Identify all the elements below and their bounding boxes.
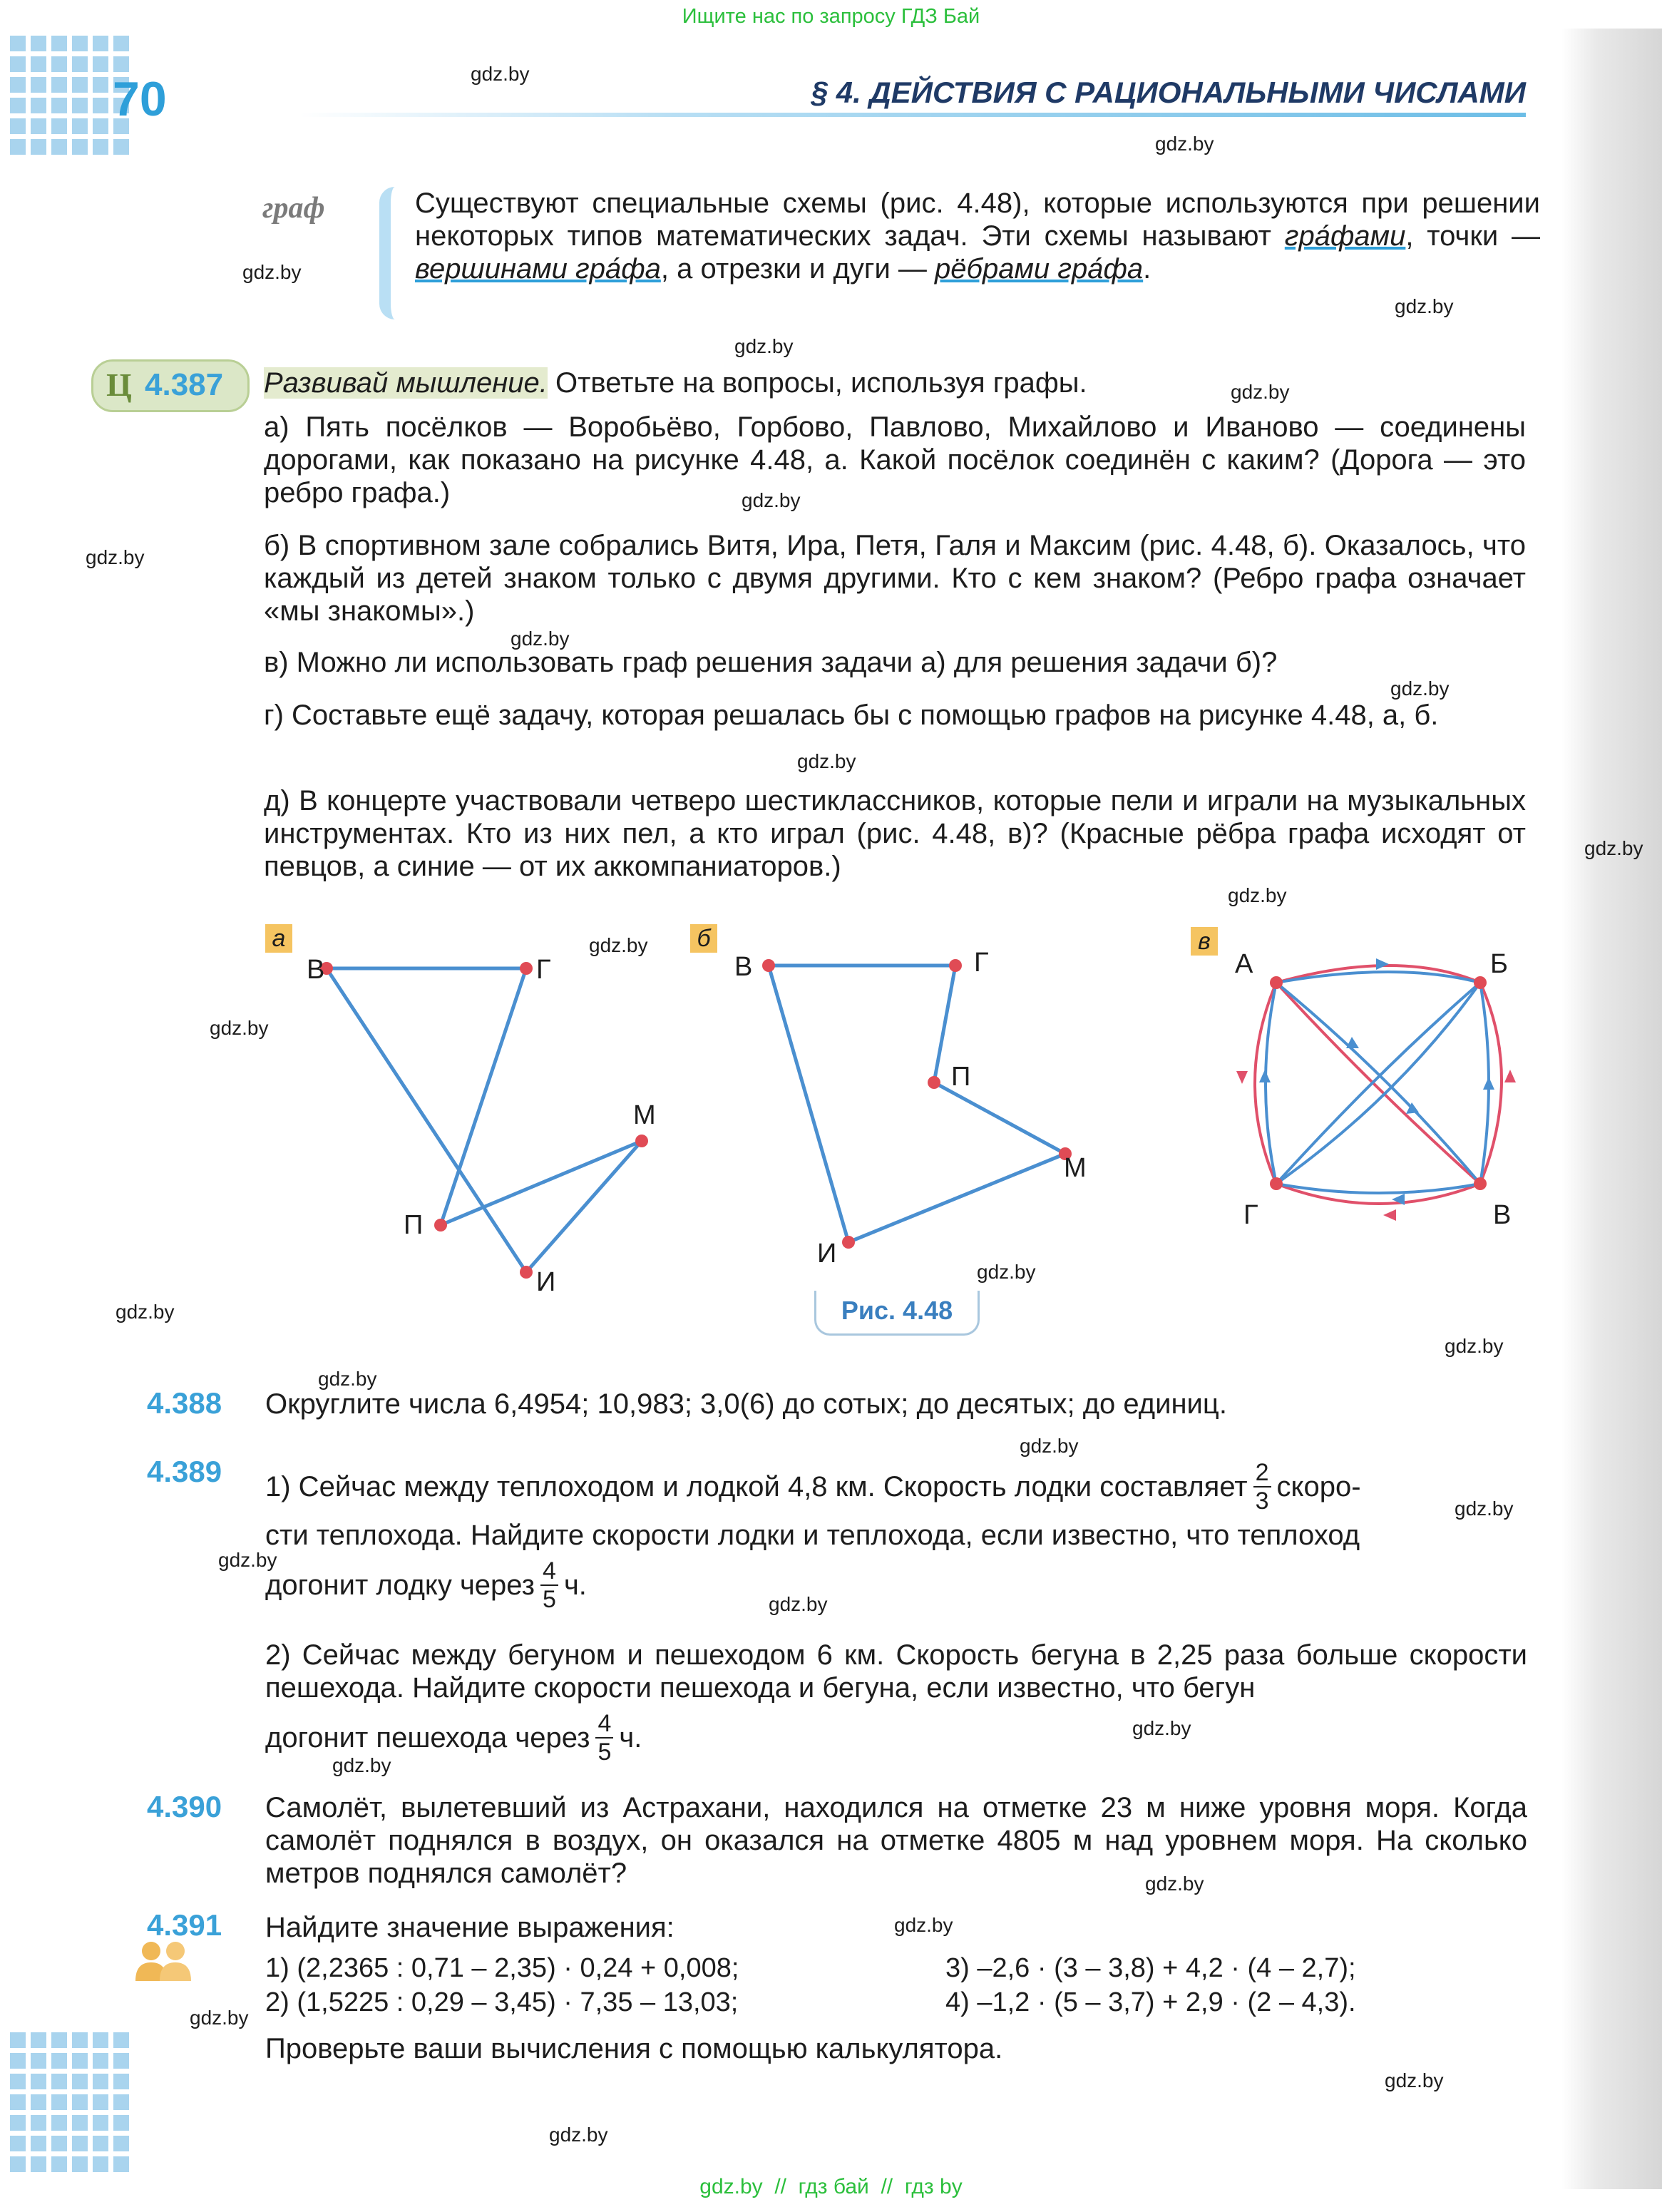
exercise-number: 4.389 [147, 1455, 222, 1488]
text-part: ч. [563, 1570, 587, 1601]
arrow-icon [1376, 958, 1389, 970]
watermark: gdz.by [1155, 133, 1214, 155]
fraction-denominator: 5 [543, 1586, 556, 1613]
arrow-icon [1236, 1071, 1248, 1084]
vertex [520, 962, 533, 975]
ex389-p1-line3 [265, 1557, 1527, 1613]
arrow-icon [1483, 1077, 1494, 1090]
vertex-label: В [734, 952, 753, 982]
vertex-label: Г [1243, 1200, 1258, 1230]
ex391-item-4: 4) –1,2 · (5 – 3,7) + 2,9 · (2 – 4,3). [945, 1987, 1356, 2017]
graph-b-edge [848, 1154, 1065, 1242]
fraction-numerator: 4 [595, 1710, 613, 1739]
def-part: , а отрезки и дуги — [660, 253, 935, 285]
vertex-label: М [1064, 1153, 1087, 1183]
text-part: догонит пешехода через [265, 1722, 590, 1753]
text-part: 1) Сейчас между теплоходом и лодкой 4,8 км. Скорость лодки составляет [265, 1471, 1248, 1502]
ex388-text: Округлите числа 6,4954; 10,983; 3,0(6) до сотых; до десятых; до единиц. [265, 1388, 1227, 1420]
ex389-p1-line2: сти теплохода. Найдите скорости лодки и теплохода, если известно, что теплоход [265, 1520, 1360, 1551]
watermark: gdz.by [1390, 677, 1450, 700]
vertex-label: А [1235, 949, 1253, 979]
vertex [1270, 976, 1283, 989]
ex391-check: Проверьте ваши вычисления с помощью калькулятора. [265, 2033, 1003, 2064]
term-graphs: гра́фами [1284, 220, 1406, 252]
fraction-denominator: 5 [597, 1739, 612, 1766]
graph-a-edge [441, 1141, 642, 1225]
watermark: gdz.by [894, 1914, 953, 1936]
watermark: gdz.by [742, 489, 801, 511]
exercise-number: 4.391 [147, 1908, 222, 1942]
figure-letter-v: в [1191, 927, 1218, 956]
figure-letter-b: б [690, 924, 717, 953]
def-part: Существуют специальные схемы (рис. 4.48), которые используются при решении некоторых типов математических задач. Эти схемы называют [415, 188, 1540, 252]
text-part: ч. [619, 1722, 642, 1753]
fraction [1253, 1459, 1271, 1515]
watermark: gdz.by [210, 1017, 269, 1039]
ex389-p2: 2) Сейчас между бегуном и пешеходом 6 км. Скорость бегуна в 2,25 раза больше скорости пешехода. Найдите скорости пешехода и бегуна, если известно, что бегун [265, 1639, 1527, 1704]
ex387-intro-text: Ответьте на вопросы, используя графы. [547, 367, 1087, 399]
graph-b-edge [934, 1082, 1065, 1154]
graph-b [769, 966, 1065, 1242]
exercise-number: 4.387 [145, 367, 224, 402]
exercise-number: 4.388 [147, 1386, 222, 1420]
def-part: , точки — [1405, 220, 1540, 252]
vertex [520, 1266, 533, 1279]
watermark: gdz.by [332, 1754, 391, 1776]
graph-b-edge [769, 966, 848, 1242]
exercise-number: 4.390 [147, 1790, 222, 1823]
watermark: gdz.by [769, 1593, 828, 1615]
fraction-denominator: 3 [1255, 1488, 1269, 1515]
watermark: gdz.by [1385, 2069, 1444, 2091]
graph-a-edge [327, 968, 526, 1272]
fraction [595, 1710, 613, 1766]
term-vertices: вершинами гра́фа [415, 253, 661, 285]
text-part: скоро- [1276, 1471, 1361, 1502]
page-number: 70 [113, 72, 167, 126]
arrow-icon [1259, 1070, 1271, 1082]
watermark: gdz.by [471, 63, 530, 85]
figure-letter-a: а [265, 924, 292, 953]
figure-caption: Рис. 4.48 [814, 1291, 980, 1336]
watermark: gdz.by [318, 1368, 377, 1390]
vertex [949, 959, 962, 972]
pair-work-icon [131, 1937, 195, 1987]
vertex-label: В [1493, 1200, 1512, 1230]
watermark: gdz.by [116, 1301, 175, 1323]
watermark: gdz.by [218, 1549, 277, 1571]
ex391-item-3: 3) –2,6 · (3 – 3,8) + 4,2 · (4 – 2,7); [945, 1953, 1356, 1983]
vertex [434, 1219, 447, 1232]
watermark: gdz.by [1228, 884, 1287, 906]
watermark: gdz.by [797, 750, 856, 772]
def-part: . [1143, 253, 1151, 285]
graph-v-edge [1276, 983, 1480, 1184]
top-banner[interactable]: Ищите нас по запросу ГДЗ Бай [682, 5, 980, 28]
graph-v-edge [1276, 1184, 1480, 1193]
vertex-label: В [307, 955, 325, 985]
watermark: gdz.by [1584, 837, 1643, 859]
watermark: gdz.by [549, 2124, 608, 2146]
graph-a-vertices [320, 962, 648, 1279]
ex391-item-2: 2) (1,5225 : 0,29 – 3,45) · 7,35 – 13,03; [265, 1987, 739, 2017]
watermark: gdz.by [1132, 1717, 1191, 1739]
graph-a-edge [441, 968, 526, 1225]
vertex-label: Б [1490, 949, 1508, 979]
ex389-p1-line1 [265, 1459, 1527, 1515]
vertex [928, 1076, 940, 1089]
watermark: gdz.by [86, 546, 145, 568]
arrow-icon [1504, 1070, 1516, 1082]
graph-a-edge [526, 1141, 642, 1272]
watermark: gdz.by [977, 1261, 1036, 1283]
watermark: gdz.by [1020, 1435, 1079, 1457]
section-title: § 4. ДЕЙСТВИЯ С РАЦИОНАЛЬНЫМИ ЧИСЛАМИ [811, 76, 1526, 109]
graph-a [327, 968, 642, 1272]
vertex [762, 959, 775, 972]
watermark: gdz.by [1395, 295, 1454, 317]
ex387-g: г) Составьте ещё задачу, которая решалась бы с помощью графов на рисунке 4.48, а, б. [264, 700, 1439, 731]
watermark: gdz.by [589, 934, 648, 956]
term-edges: рёбрами гра́фа [935, 253, 1144, 285]
arrow-icon [1346, 1037, 1359, 1048]
vertex-label: Г [536, 955, 551, 985]
level-marker: Ц [106, 367, 132, 403]
ex389-p2-last [265, 1710, 1527, 1766]
fraction [540, 1557, 558, 1613]
graph-v-edge [1276, 983, 1480, 1184]
watermark: gdz.by [734, 335, 794, 357]
graph-v-edge [1276, 983, 1480, 1184]
watermark: gdz.by [1455, 1497, 1514, 1520]
ex387-b: б) В спортивном зале собрались Витя, Ира, Петя, Галя и Максим (рис. 4.48, б). Оказалось, что каждый из детей знаком только с двумя другими. Кто с кем знаком? (Ребро графа означает «мы знакомы».) [264, 530, 1526, 627]
footer-links[interactable]: gdz.by // гдз бай // гдз by [699, 2175, 963, 2198]
graph-v-edge [1276, 983, 1480, 1184]
watermark: gdz.by [1145, 1873, 1204, 1895]
vertex-label: П [404, 1210, 424, 1240]
graph-v-edge [1266, 983, 1276, 1184]
vertex [842, 1236, 855, 1249]
watermark: gdz.by [511, 628, 570, 650]
ex387-a: а) Пять посёлков — Воробьёво, Горбово, Павлово, Михайлово и Иваново — соединены дорогами, как показано на рисунке 4.48, а. Какой посёлок соединён с каким? (Дорога — это ребро графа.) [264, 411, 1526, 508]
decor-squares-bottom [10, 2032, 129, 2172]
ex387-d: д) В концерте участвовали четверо шестиклассников, которые пели и играли на музыкальных инструментах. Кто из них пел, а кто играл (рис. 4.48, в)? (Красные рёбра графа исходят от певцов, а синие — от их аккомпаниаторов.) [264, 785, 1526, 882]
vertex-label: П [951, 1062, 971, 1092]
arrow-icon [1383, 1209, 1396, 1221]
watermark: gdz.by [1445, 1335, 1504, 1357]
vertex-label: И [536, 1267, 556, 1297]
watermark: gdz.by [242, 261, 302, 283]
vertex [635, 1135, 648, 1147]
watermark: gdz.by [190, 2007, 249, 2029]
vertex [1474, 976, 1487, 989]
fraction-numerator: 4 [540, 1557, 558, 1586]
graph-v-vertices [1270, 976, 1487, 1190]
vertex [1474, 1177, 1487, 1190]
ex390-text: Самолёт, вылетевший из Астрахани, находился на отметке 23 м ниже уровня моря. Когда самолёт поднялся в воздух, он оказался на отметке 4805 м над уровнем моря. На сколько метров поднялся самолёт? [265, 1792, 1527, 1889]
vertex-label: И [817, 1239, 837, 1269]
ex387-v: в) Можно ли использовать граф решения задачи а) для решения задачи б)? [264, 647, 1278, 678]
ex391-item-1: 1) (2,2365 : 0,71 – 2,35) · 0,24 + 0,008; [265, 1953, 739, 1983]
watermark: gdz.by [1231, 381, 1290, 403]
ex387-lead: Развивай мышление. [264, 367, 548, 399]
ex391-intro: Найдите значение выражения: [265, 1912, 674, 1943]
vertex [1270, 1177, 1283, 1190]
vertex-label: М [633, 1100, 656, 1130]
text-part: догонит лодку через [265, 1570, 535, 1601]
fraction-numerator: 2 [1253, 1459, 1271, 1488]
term-label: граф [262, 192, 325, 225]
vertex-label: Г [974, 948, 989, 978]
